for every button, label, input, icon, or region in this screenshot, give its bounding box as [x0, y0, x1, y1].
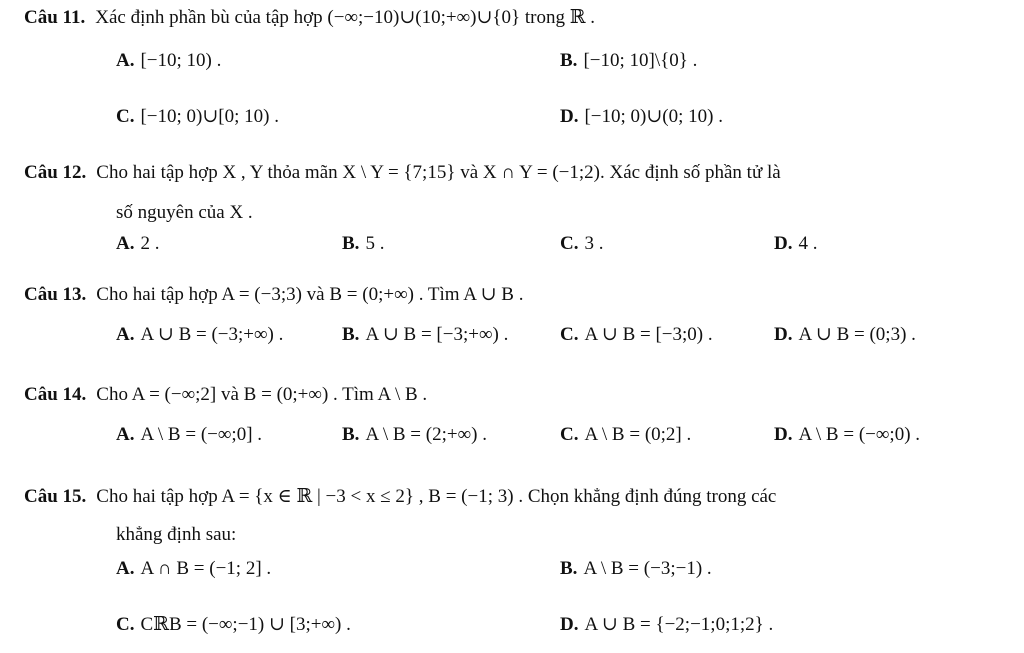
option-label: B.	[342, 233, 360, 254]
option-b	[342, 424, 487, 446]
option-label: C.	[560, 324, 579, 345]
question-stem: Xác định phần bù của tập hợp (−∞;−10)∪(10;+∞)∪{0} trong ℝ .	[95, 7, 596, 28]
question-14	[24, 384, 427, 406]
question-stem: Cho hai tập hợp A = (−3;3) và B = (0;+∞) . Tìm A ∪ B .	[96, 284, 524, 305]
option-label: D.	[560, 106, 579, 127]
question-number: Câu 13.	[24, 284, 87, 305]
option-a	[116, 323, 283, 346]
option-a	[116, 424, 262, 446]
question-stem: Cho hai tập hợp A = {x ∈ ℝ | −3 < x ≤ 2} , B = (−1; 3) . Chọn khẳng định đúng trong các	[96, 486, 777, 507]
option-label: B.	[560, 558, 578, 579]
question-15	[24, 485, 776, 508]
option-label: C.	[116, 614, 135, 635]
option-label: C.	[560, 424, 579, 445]
option-a	[116, 50, 221, 72]
option-text: A ∪ B = {−2;−1;0;1;2} .	[584, 614, 774, 635]
option-text: [−10; 0)∪[0; 10) .	[140, 106, 279, 127]
option-label: B.	[342, 324, 360, 345]
option-label: D.	[560, 614, 579, 635]
option-text: [−10; 0)∪(0; 10) .	[584, 106, 723, 127]
option-text: A \ B = (−∞;0] .	[140, 424, 263, 445]
option-label: A.	[116, 558, 135, 579]
option-c	[560, 424, 691, 446]
question-number: Câu 15.	[24, 486, 87, 507]
option-text: 3 .	[584, 233, 604, 254]
option-c	[116, 105, 279, 128]
option-text: A ∪ B = (−3;+∞) .	[140, 324, 284, 345]
option-c	[560, 323, 713, 346]
option-d	[774, 323, 916, 346]
option-a	[116, 233, 159, 255]
option-label: C.	[116, 106, 135, 127]
option-text: [−10; 10]\{0} .	[583, 50, 698, 71]
question-11	[24, 6, 595, 29]
question-stem: Cho hai tập hợp X , Y thỏa mãn X \ Y = {7;15} và X ∩ Y = (−1;2). Xác định số phần tử là	[96, 162, 781, 183]
option-label: B.	[342, 424, 360, 445]
option-a	[116, 558, 271, 580]
option-d	[560, 613, 773, 636]
option-text: [−10; 10) .	[140, 50, 222, 71]
option-text: 2 .	[140, 233, 160, 254]
option-text: A \ B = (2;+∞) .	[365, 424, 487, 445]
question-number: Câu 11.	[24, 7, 86, 28]
option-d	[774, 424, 920, 446]
option-label: C.	[560, 233, 579, 254]
option-text: A \ B = (0;2] .	[584, 424, 692, 445]
option-label: A.	[116, 424, 135, 445]
option-label: D.	[774, 324, 793, 345]
option-text: A ∪ B = [−3;+∞) .	[365, 324, 509, 345]
question-stem-continuation: số nguyên của X .	[116, 202, 253, 223]
option-text: 5 .	[365, 233, 385, 254]
option-text: 4 .	[798, 233, 818, 254]
option-text: A \ B = (−3;−1) .	[583, 558, 712, 579]
option-text: A \ B = (−∞;0) .	[798, 424, 921, 445]
option-d	[560, 105, 723, 128]
option-text: CℝB = (−∞;−1) ∪ [3;+∞) .	[140, 614, 351, 635]
option-text: A ∩ B = (−1; 2] .	[140, 558, 272, 579]
question-12	[24, 162, 781, 184]
option-text: A ∪ B = [−3;0) .	[584, 324, 713, 345]
option-label: D.	[774, 424, 793, 445]
option-label: B.	[560, 50, 578, 71]
question-number: Câu 14.	[24, 384, 87, 405]
option-b	[342, 233, 384, 255]
option-b	[342, 323, 508, 346]
option-label: D.	[774, 233, 793, 254]
question-stem: Cho A = (−∞;2] và B = (0;+∞) . Tìm A \ B .	[96, 384, 428, 405]
option-label: A.	[116, 233, 135, 254]
option-c	[560, 233, 603, 255]
question-stem-continuation: khẳng định sau:	[116, 524, 237, 545]
option-d	[774, 233, 817, 255]
option-b	[560, 50, 697, 72]
option-label: A.	[116, 324, 135, 345]
question-number: Câu 12.	[24, 162, 87, 183]
option-b	[560, 558, 712, 580]
question-13	[24, 283, 523, 306]
option-label: A.	[116, 50, 135, 71]
option-c	[116, 613, 351, 636]
option-text: A ∪ B = (0;3) .	[798, 324, 916, 345]
